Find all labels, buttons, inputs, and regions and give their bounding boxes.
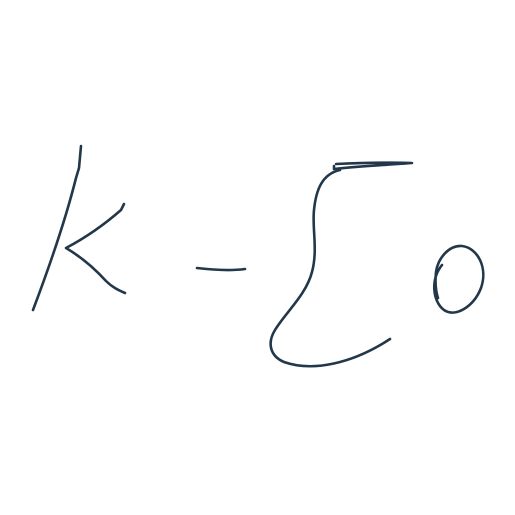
sigma-top-bar [334, 163, 412, 169]
glyph-sigma [271, 163, 412, 367]
glyph-minus [197, 268, 245, 270]
glyph-k [33, 146, 125, 310]
minus-stroke [197, 268, 245, 270]
glyph-o [434, 246, 483, 313]
k-arms [66, 204, 125, 293]
sigma-body [271, 170, 390, 366]
k-stem [33, 146, 81, 310]
o-loop [434, 246, 483, 313]
